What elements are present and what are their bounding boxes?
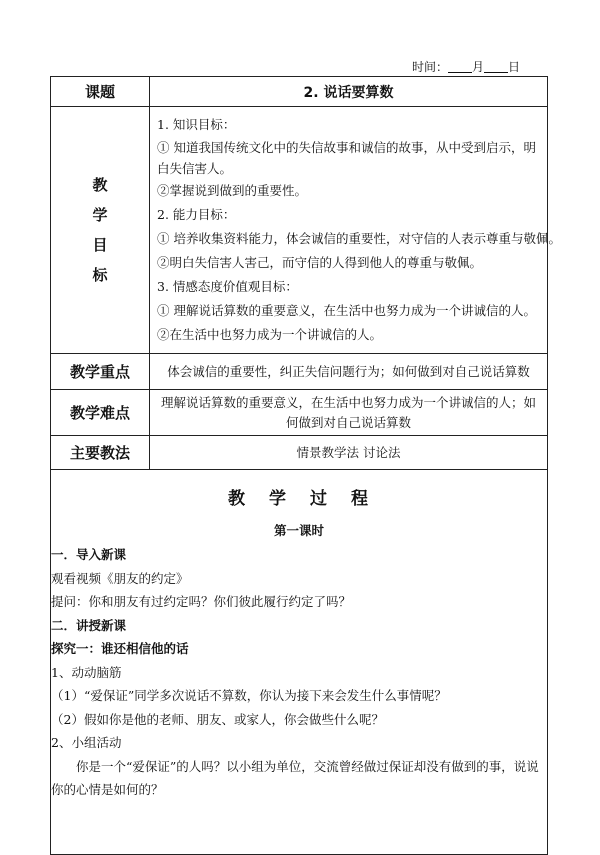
month-blank <box>448 62 472 73</box>
item2-heading: 2、小组活动 <box>51 735 122 750</box>
item1-heading: 1、动动脑筋 <box>51 664 122 680</box>
lesson-plan-table <box>50 76 561 855</box>
emotion-heading: 3. 情感态度价值观目标： <box>157 279 298 294</box>
date-line <box>412 58 520 75</box>
objectives-label-char: 学 <box>92 206 108 224</box>
section1-line2: 提问：你和朋友有过约定吗？你们彼此履行约定了吗？ <box>51 594 352 609</box>
item1-question2: （2）假如你是他的老师、朋友、或家人，你会做些什么呢？ <box>51 711 384 727</box>
lesson-title: 第一课时 <box>273 523 324 538</box>
section1-line1: 观看视频《朋友的约定》 <box>51 570 189 586</box>
objectives-label-char: 标 <box>92 266 108 284</box>
ability-heading: 2. 能力目标： <box>157 207 236 222</box>
section1-heading: 一．导入新课 <box>51 547 127 562</box>
emotion-item-1: ① 理解说话算数的重要意义，在生活中也努力成为一个讲诚信的人。 <box>157 303 536 318</box>
difficult-points-content: 理解说话算数的重要意义，在生活中也努力成为一个讲诚信的人；如何做到对自己说话算数 <box>150 390 548 436</box>
explore1-heading: 探究一：谁还相信他的话 <box>51 641 189 656</box>
emotion-item-2: ②在生活中也努力成为一个讲诚信的人。 <box>157 327 383 342</box>
objectives-label-char: 目 <box>92 236 108 254</box>
knowledge-heading: 1. 知识目标： <box>157 117 236 132</box>
ability-item-2: ②明白失信害人害己，而守信的人得到他人的尊重与敬佩。 <box>157 255 483 270</box>
topic-label: 课题 <box>51 77 150 107</box>
item1-question1: （1）“爱保证”同学多次说话不算数，你认为接下来会发生什么事情呢？ <box>51 688 447 703</box>
difficult-points-label: 教学难点 <box>51 390 150 436</box>
month-label: 月 <box>472 60 485 74</box>
day-label: 日 <box>508 60 521 74</box>
section2-heading: 二．讲授新课 <box>51 617 127 633</box>
date-label: 时间： <box>412 60 449 74</box>
item2-text: 你是一个“爱保证”的人吗？以小组为单位，交流曾经做过保证却没有做到的事，说说你的心情是如何的？ <box>51 758 539 797</box>
knowledge-item-1: ① 知道我国传统文化中的失信故事和诚信的故事，从中受到启示，明白失信害人。 <box>157 140 536 176</box>
topic-title: 2. 说话要算数 <box>150 77 548 107</box>
day-blank <box>484 62 508 73</box>
objectives-label-char: 教 <box>92 176 108 194</box>
methods-content: 情景教学法 讨论法 <box>150 436 548 470</box>
objectives-content <box>150 107 561 354</box>
methods-label: 主要教法 <box>51 436 150 470</box>
process-title: 教学过程 <box>228 489 392 509</box>
key-points-content: 体会诚信的重要性，纠正失信问题行为；如何做到对自己说话算数 <box>150 354 548 390</box>
key-points-label: 教学重点 <box>51 354 150 390</box>
knowledge-item-2: ②掌握说到做到的重要性。 <box>157 183 308 198</box>
teaching-process <box>51 470 548 855</box>
objectives-label <box>51 107 150 354</box>
ability-item-1: ① 培养收集资料能力，体会诚信的重要性，对守信的人表示尊重与敬佩。 <box>157 231 561 246</box>
